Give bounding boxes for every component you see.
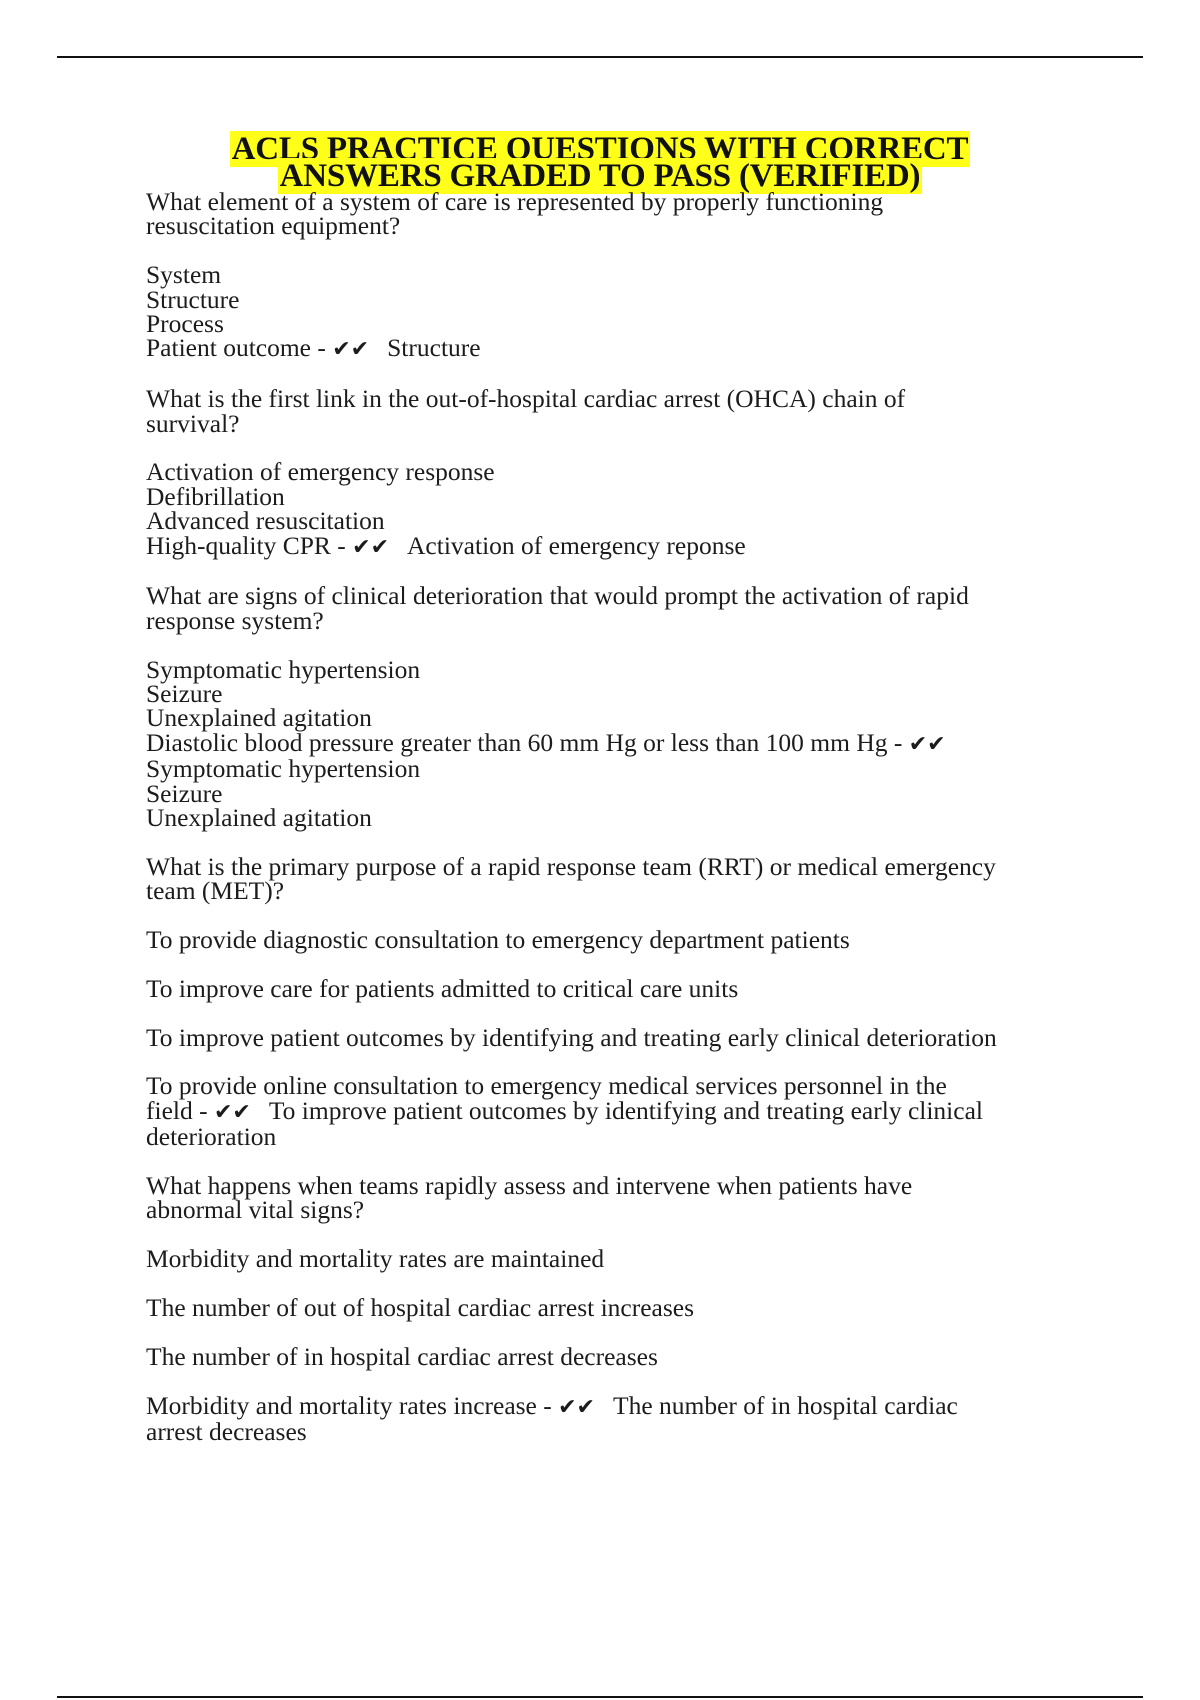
question-3-options xyxy=(146,654,1106,833)
answer: deterioration xyxy=(146,1122,277,1152)
document-body xyxy=(146,187,1106,1469)
option-with-answer xyxy=(146,1095,1106,1125)
question-text: response system? xyxy=(146,605,324,635)
question-4-option xyxy=(146,1022,1106,1052)
option: The number of in hospital cardiac arrest decreases xyxy=(146,1341,658,1371)
option: Symptomatic hypertension xyxy=(146,654,421,684)
title-line-2: ANSWERS GRADED TO PASS (VERIFIED) xyxy=(279,158,921,194)
option: Process xyxy=(146,309,224,339)
check-mark-icon: ✔✔ xyxy=(352,534,390,560)
answer: Seizure xyxy=(146,778,223,808)
question-2 xyxy=(146,384,1106,438)
answer: Structure xyxy=(387,333,481,363)
question-4-option xyxy=(146,973,1106,1003)
answer: To improve patient outcomes by identifying and treating early clinical xyxy=(268,1095,983,1125)
check-mark-icon: ✔✔ xyxy=(908,731,946,757)
option: Diastolic blood pressure greater than 60 mm Hg or less than 100 mm Hg - xyxy=(146,727,903,757)
question-1-options xyxy=(146,260,1106,363)
option: Activation of emergency response xyxy=(146,457,495,487)
option: Defibrillation xyxy=(146,481,285,511)
option: Morbidity and mortality rates are maintained xyxy=(146,1244,605,1274)
option: The number of out of hospital cardiac arrest increases xyxy=(146,1293,695,1323)
option: To provide diagnostic consultation to emergency department patients xyxy=(146,925,850,955)
question-text: What is the primary purpose of a rapid response team (RRT) or medical emergency xyxy=(146,851,996,881)
answer: arrest decreases xyxy=(146,1417,307,1447)
question-4 xyxy=(146,851,1106,906)
question-text: resuscitation equipment? xyxy=(146,211,401,241)
title-highlight xyxy=(230,131,971,194)
question-text: survival? xyxy=(146,408,240,438)
question-text: team (MET)? xyxy=(146,876,285,906)
option-with-answer xyxy=(146,530,1106,560)
question-5-option xyxy=(146,1293,1106,1323)
option: System xyxy=(146,260,222,290)
option: Unexplained agitation xyxy=(146,703,372,733)
question-4-option-with-answer xyxy=(146,1071,1106,1152)
question-text: What are signs of clinical deterioration that would prompt the activation of rapid xyxy=(146,581,969,611)
option-with-answer xyxy=(146,333,1106,363)
question-3 xyxy=(146,581,1106,635)
question-text: What element of a system of care is represented by properly functioning xyxy=(146,187,884,216)
option: To improve care for patients admitted to critical care units xyxy=(146,973,739,1003)
option: To improve patient outcomes by identifying and treating early clinical deterioration xyxy=(146,1022,997,1052)
answer: Activation of emergency reponse xyxy=(407,530,746,560)
question-5-option xyxy=(146,1341,1106,1371)
question-5-option xyxy=(146,1244,1106,1274)
question-4-option xyxy=(146,925,1106,955)
document-title xyxy=(130,131,1070,194)
question-2-options xyxy=(146,457,1106,560)
question-5 xyxy=(146,1171,1106,1225)
title-line-1: ACLS PRACTICE QUESTIONS WITH CORRECT xyxy=(231,131,969,167)
option: Seizure xyxy=(146,679,223,709)
question-5-option-with-answer xyxy=(146,1390,1106,1447)
question-text: abnormal vital signs? xyxy=(146,1195,365,1225)
check-mark-icon: ✔✔ xyxy=(213,1099,251,1125)
option: field - xyxy=(146,1095,208,1125)
check-mark-icon: ✔✔ xyxy=(558,1394,595,1420)
check-mark-icon: ✔✔ xyxy=(332,337,370,363)
option: Morbidity and mortality rates increase - xyxy=(146,1390,552,1420)
option: High-quality CPR - xyxy=(146,530,346,560)
top-rule xyxy=(57,56,1143,58)
answer: Unexplained agitation xyxy=(146,803,372,833)
answer: Symptomatic hypertension xyxy=(146,754,421,784)
answer: The number of in hospital cardiac xyxy=(613,1390,958,1420)
option: To provide online consultation to emergency medical services personnel in the xyxy=(146,1071,947,1101)
bottom-rule xyxy=(57,1696,1143,1698)
option: Advanced resuscitation xyxy=(146,506,385,536)
question-text: What is the first link in the out-of-hospital cardiac arrest (OHCA) chain of xyxy=(146,384,906,414)
option: Patient outcome - xyxy=(146,333,326,363)
option: Structure xyxy=(146,284,240,314)
question-1 xyxy=(146,187,1106,241)
question-text: What happens when teams rapidly assess and intervene when patients have xyxy=(146,1171,913,1201)
